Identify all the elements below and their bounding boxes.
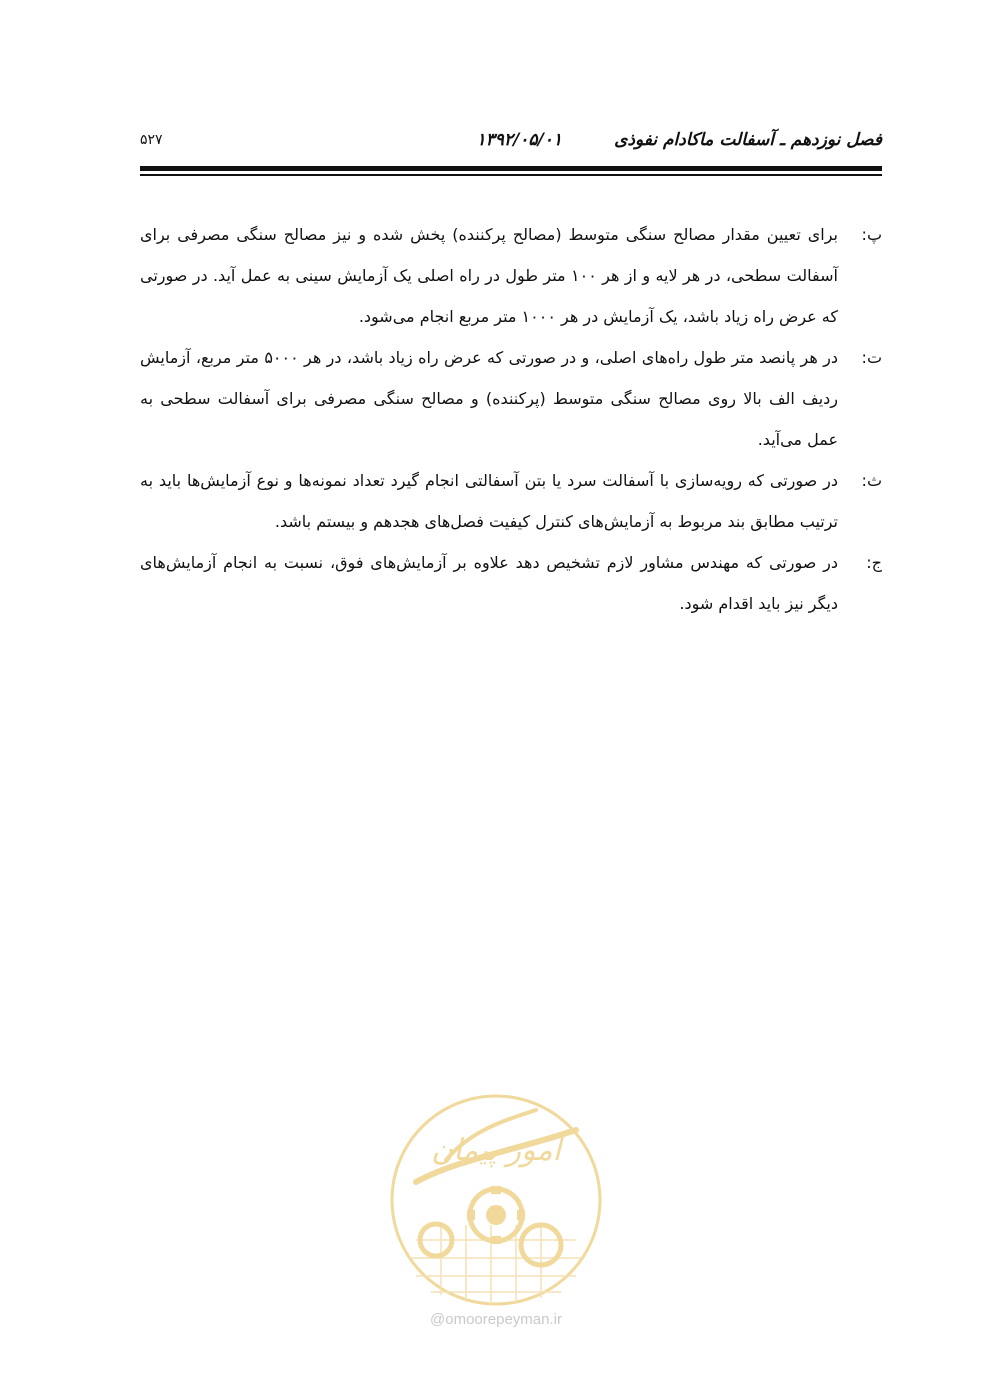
page-header: [140, 126, 882, 162]
list-item-se: [140, 460, 882, 542]
watermark-logo-text: امور پیمان: [431, 1133, 561, 1168]
item-label: ج:: [866, 553, 882, 572]
item-text: در هر پانصد متر طول راه‌های اصلی، و در صورتی که عرض راه زیاد باشد، در هر ۵۰۰۰ متر مربع، آزمایش ردیف الف بالا روی مصالح سنگی متوسط (پرکننده) و مصالح سنگی مصرفی برای آسفالت سطحی به عمل می‌آید.: [140, 348, 839, 449]
header-rule-thick: [140, 166, 882, 171]
list-item-te: [140, 337, 882, 460]
watermark-url: [386, 1311, 606, 1328]
page-content: [140, 214, 882, 624]
item-text: در صورتی که مهندس مشاور لازم تشخیص دهد علاوه بر آزمایش‌های فوق، نسبت به انجام آزمایش‌های دیگر نیز باید اقدام شود.: [140, 553, 838, 613]
page-number: ۵۲۷: [140, 132, 163, 148]
item-label: ث:: [861, 471, 882, 490]
item-text: برای تعیین مقدار مصالح سنگی متوسط (مصالح پرکننده) پخش شده و نیز مصالح سنگی مصرفی برای آسفالت سطحی، در هر لایه و از هر ۱۰۰ متر طول در راه اصلی یک آزمایش سینی به عمل آید. در صورتی که عرض راه زیاد باشد، یک آزمایش در هر ۱۰۰۰ متر مربع انجام می‌شود.: [140, 225, 838, 326]
item-label: ت:: [861, 348, 882, 367]
list-item-jim: [140, 542, 882, 624]
list-item-pe: [140, 214, 882, 337]
header-date: ۱۳۹۲/۰۵/۰۱: [476, 130, 562, 150]
at-sign-icon: @: [430, 1311, 446, 1328]
header-rule-thin: [140, 174, 882, 176]
item-text: در صورتی که رویه‌سازی با آسفالت سرد یا بتن آسفالتی انجام گیرد تعداد نمونه‌ها و نوع آزمایش‌ها باید به ترتیب مطابق بند مربوط به آزمایش‌های کنترل کیفیت فصل‌های هجدهم و بیستم باشد.: [140, 471, 838, 531]
chapter-title: فصل نوزدهم ـ آسفالت ماکادام نفوذی: [614, 130, 882, 150]
item-label: پ:: [861, 225, 882, 244]
watermark-url-text: omoorepeyman.ir: [445, 1311, 562, 1328]
